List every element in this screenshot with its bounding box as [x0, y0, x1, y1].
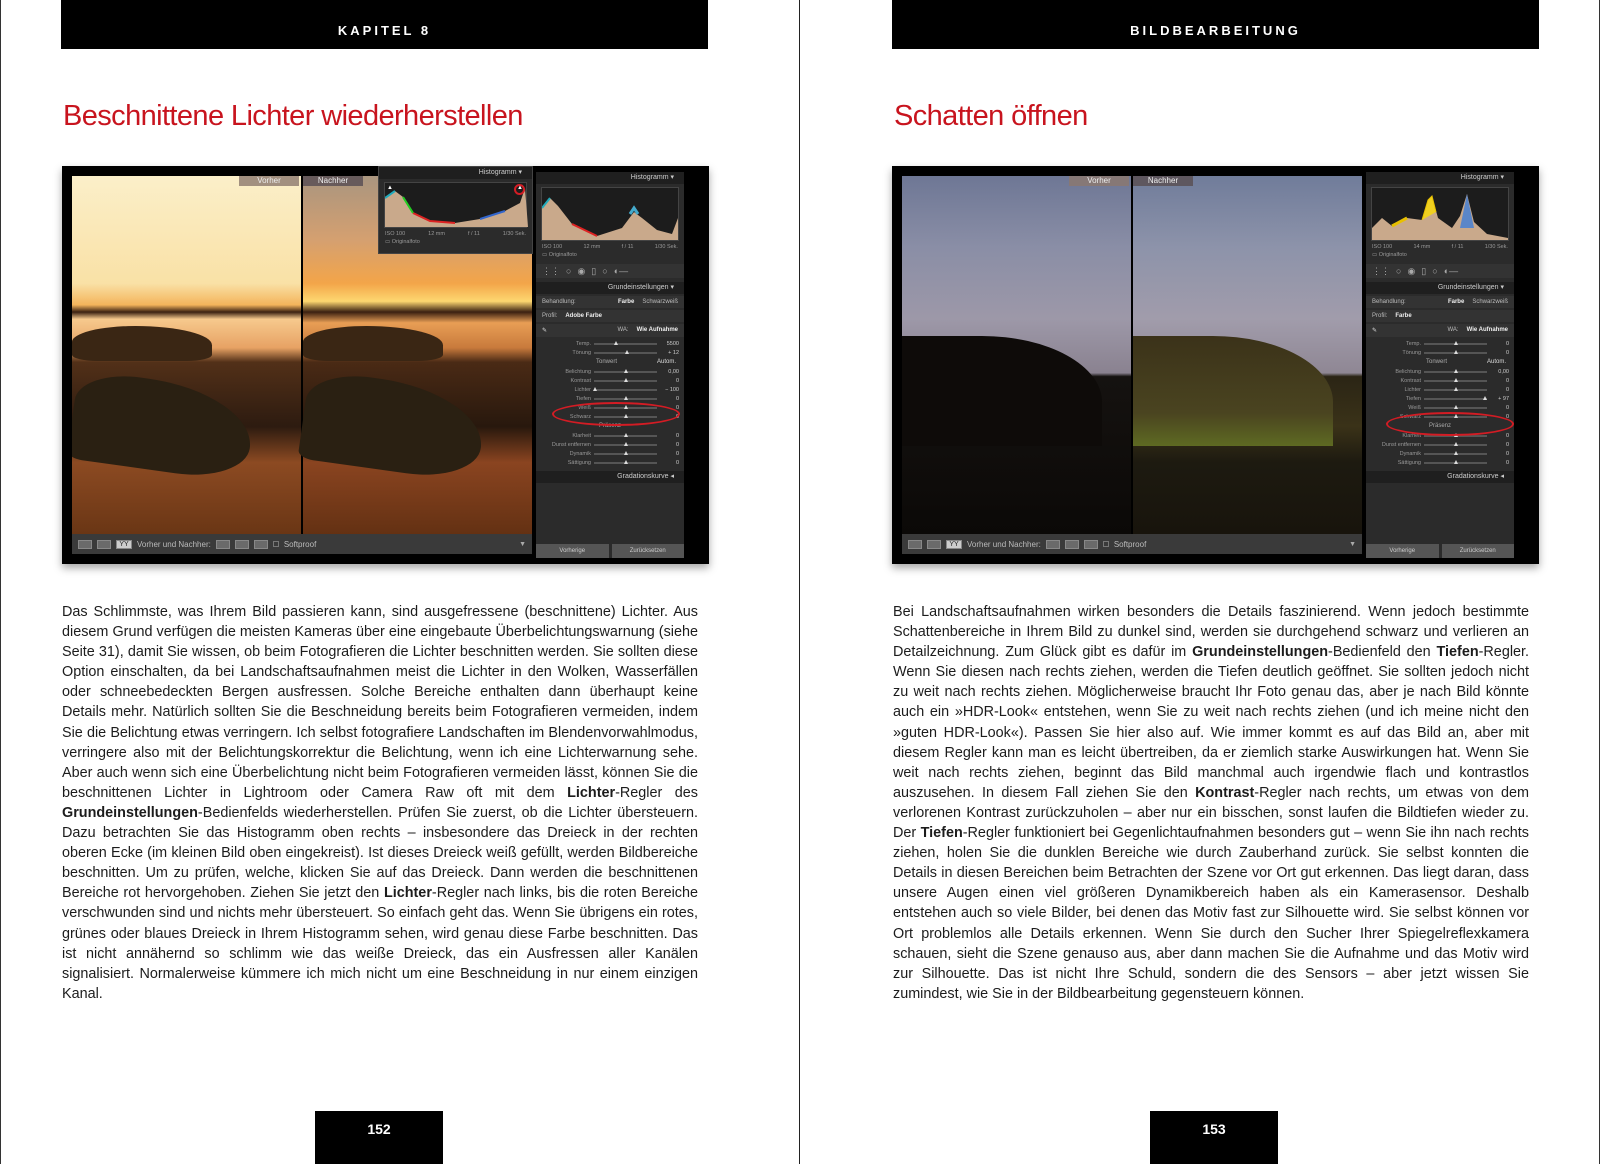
wb-sliders	[536, 339, 684, 357]
slider-value[interactable]: + 12	[668, 349, 679, 356]
original-photo-toggle[interactable]: ▭ Originalfoto	[1372, 252, 1407, 258]
profile-dropdown[interactable]: Farbe	[1395, 313, 1412, 319]
slider-thumb[interactable]	[624, 451, 628, 455]
text-run: -Bedienfeld den	[1328, 644, 1437, 661]
slider-thumb[interactable]	[625, 350, 629, 354]
slider-track[interactable]	[1424, 462, 1487, 464]
slider-thumb[interactable]	[1454, 442, 1458, 446]
presence-label: Präsenz	[598, 423, 621, 429]
slider-thumb[interactable]	[1454, 369, 1458, 373]
panel-buttons	[1366, 544, 1514, 558]
slider-value[interactable]: 0	[675, 432, 679, 439]
slider-thumb[interactable]	[624, 396, 628, 400]
radial-filter-icon[interactable]: ○	[602, 266, 608, 276]
slider-value[interactable]: 0	[1505, 377, 1509, 384]
slider-value[interactable]: 0	[675, 459, 679, 466]
text-run: -Regler nach links, bis die roten Bereiche verschwunden sind und nichts mehr übersteuert. So einfach geht das. Wenn Sie übrigens ein rotes, grünes oder blaues Dreieck in Ihrem Histogramm sehen, wird genau diese Farbe beschnitten. Das ist nicht annähernd so schlimm wie das weiße Dreieck, das ein Ausfressen aller Kanälen signalisiert. Normalerweise kümmere ich mich nicht um eine Beschneidung in nur einem einzigen Kanal.	[62, 885, 698, 1002]
slider-row	[536, 385, 684, 394]
popup-histogram-title: Histogramm ▾	[379, 167, 532, 179]
softproof-checkbox[interactable]	[1103, 541, 1109, 547]
shutter-speed: 1/30 Sek.	[654, 244, 678, 250]
slider-row	[1366, 440, 1514, 449]
adjustment-brush-icon[interactable]: ◐—	[1443, 266, 1459, 276]
cliff-shape	[1133, 336, 1333, 446]
slider-thumb[interactable]	[624, 442, 628, 446]
tool-strip	[536, 264, 684, 278]
slider-label: Weiß	[578, 404, 591, 411]
slider-value[interactable]: 0	[1505, 340, 1509, 347]
swap-button[interactable]	[254, 540, 268, 549]
slider-thumb[interactable]	[1454, 378, 1458, 382]
copy-after-to-before-button[interactable]	[235, 540, 249, 549]
focal-length: 14 mm	[1413, 244, 1431, 250]
slider-label: Klarheit	[572, 432, 591, 439]
slider-value[interactable]: − 100	[665, 386, 679, 393]
slider-track[interactable]	[594, 352, 657, 354]
tool-strip	[1366, 264, 1514, 278]
slider-track[interactable]	[1424, 343, 1487, 345]
bottom-toolbar	[72, 534, 532, 554]
compare-view-button[interactable]	[97, 540, 111, 549]
text-run: -Regler funktioniert bei Gegenlichtaufnahmen besonders gut – wenn Sie ihn nach rechts ziehen, holen Sie die dunklen Bereiche wie durch Zauberhand zurück. Sie selbst konnten die Details in diesen Bereichen beim Betrachten der Szene vor Ort gut erkennen. Das liegt daran, dass unsere Augen einen viel größeren Dynamikbereich haben als ein Kamerasensor. Deshalb entstehen auch so viele Bilder, bei denen das Motiv fast zur Silhouette wird. Sie selbst können vor Ort problemlos alle Details erkennen. Wenn Sie durch den Sucher Ihrer Spiegelreflexkamera schauen, sieht die Szene genauso aus, aber dann machen Sie die Aufnahme und das Motiv wird zur Silhouette. Das ist nicht Ihre Schuld, sondern die des Sensors – aber jetzt wissen Sie zumindest, wie Sie in der Bildbearbeitung gegensteuern können.	[893, 825, 1529, 1002]
radial-filter-icon[interactable]: ○	[1432, 266, 1438, 276]
softproof-label: Softproof	[283, 539, 317, 549]
rock-shape	[303, 326, 443, 361]
slider-row	[536, 458, 684, 467]
slider-track[interactable]	[1424, 352, 1487, 354]
profile-row	[1366, 310, 1514, 322]
slider-value[interactable]: 0	[1505, 459, 1509, 466]
body-text	[893, 602, 1529, 1004]
slider-value[interactable]: 0	[675, 395, 679, 402]
profile-dropdown[interactable]: Adobe Farbe	[565, 313, 603, 319]
body-text	[62, 602, 698, 1004]
loupe-view-button[interactable]	[78, 540, 92, 549]
slider-track[interactable]	[1424, 389, 1487, 391]
toolbar-menu-chevron-icon[interactable]: ▼	[519, 540, 526, 548]
compare-label: Vorher und Nachher:	[967, 539, 1041, 549]
slider-label: Dynamik	[569, 450, 591, 457]
slider-row	[1366, 339, 1514, 348]
slider-value[interactable]: 5500	[666, 340, 679, 347]
slider-thumb[interactable]	[624, 378, 628, 382]
slider-label: Schwarz	[569, 413, 591, 420]
profile-label: Profil:	[542, 313, 558, 319]
slider-thumb[interactable]	[1454, 460, 1458, 464]
photo-before	[72, 176, 301, 534]
tone-curve-header[interactable]: Gradationskurve ◂	[536, 471, 684, 483]
crop-tool-icon[interactable]: ⋮⋮	[1372, 265, 1390, 276]
softproof-label: Softproof	[1113, 539, 1147, 549]
bold-term: Grundeinstellungen	[1192, 644, 1329, 661]
chapter-header: BILDBEARBEITUNG	[892, 0, 1539, 49]
slider-label: Belichtung	[565, 368, 591, 375]
histogram-panel-header[interactable]: Histogramm ▾	[536, 172, 684, 184]
slider-track[interactable]	[594, 380, 657, 382]
slider-row	[536, 367, 684, 376]
rock-shape	[298, 369, 489, 483]
slider-row	[1366, 348, 1514, 357]
slider-track[interactable]	[594, 371, 657, 373]
previous-button[interactable]: Vorherige	[536, 544, 609, 558]
wb-sliders	[1366, 339, 1514, 357]
slider-track[interactable]	[594, 435, 657, 437]
develop-panel	[1366, 172, 1514, 558]
popup-histogram	[378, 166, 533, 254]
white-balance-row	[1366, 324, 1514, 337]
shadow-clipping-triangle-icon[interactable]: ▲	[387, 185, 393, 191]
section-title: Beschnittene Lichter wiederherstellen	[63, 100, 523, 132]
slider-thumb[interactable]	[624, 369, 628, 373]
slider-label: Schwarz	[1399, 413, 1421, 420]
slider-label: Dynamik	[1399, 450, 1421, 457]
develop-panel	[536, 172, 684, 558]
highlight-clipping-triangle-icon[interactable]: ▲	[517, 185, 523, 191]
graduated-filter-icon[interactable]: ▯	[1421, 265, 1427, 276]
before-after-view-button[interactable]: YY	[116, 540, 132, 549]
copy-before-to-after-button[interactable]	[1046, 540, 1060, 549]
text-run: -Regler. Wenn Sie diesen nach rechts ziehen, werden die Tiefen deutlich geöffnet. Sie sollten jedoch nicht zu weit nach rechts ziehen. Möglicherweise braucht Ihr Foto genau das, aber je nach Bild könnte auch ein »HDR-Look« entstehen, wenn Sie zu weit nach rechts ziehen (und ich meine nicht den »guten HDR-Look«). Passen Sie hier also auf. Wie immer kommt es auf das Bild an, aber mit diesem Regler kann man es leicht übertreiben, da er ziemlich starke Auswirkungen hat. Wenn Sie weit nach rechts ziehen, beginnt das Bild manchmal auch irgendwie flach und kontrastlos auszusehen. In diesem Fall ziehen Sie den	[893, 644, 1530, 801]
slider-label: Lichter	[1404, 386, 1421, 393]
softproof-checkbox[interactable]	[273, 541, 279, 547]
panel-buttons	[536, 544, 684, 558]
tone-header	[1366, 357, 1514, 367]
page-number: 153	[1150, 1111, 1278, 1164]
slider-row	[1366, 367, 1514, 376]
lightroom-screenshot	[62, 166, 709, 564]
presence-sliders	[536, 431, 684, 467]
slider-row	[536, 348, 684, 357]
slider-value[interactable]: 0	[1505, 450, 1509, 457]
page-number: 152	[315, 1111, 443, 1164]
slider-value[interactable]: 0	[675, 450, 679, 457]
reset-button[interactable]: Zurücksetzen	[612, 544, 685, 558]
histogram-panel-header[interactable]: Histogramm ▾	[1366, 172, 1514, 184]
popup-histogram-graph	[384, 182, 527, 228]
slider-value[interactable]: 0	[1505, 404, 1509, 411]
photo-after	[1133, 176, 1362, 534]
slider-label: Klarheit	[1402, 432, 1421, 439]
treatment-row	[536, 296, 684, 308]
slider-thumb[interactable]	[1454, 387, 1458, 391]
slider-value[interactable]: 0	[1505, 432, 1509, 439]
profile-label: Profil:	[1372, 313, 1388, 319]
slider-track[interactable]	[594, 389, 657, 391]
text-run: Bei Landschaftsaufnahmen wirken besonders die Details faszinierend. Wenn jedoch bestimmte Schattenbereiche in Ihrem Bild zu dunkel sind, werden sie durchgehend schwarz und verlieren an Detailzeichnung. Zum Glück gibt es dafür im	[893, 604, 1529, 661]
photo-compare-area	[902, 176, 1362, 534]
bold-term: Grundeinstellungen	[62, 804, 198, 821]
after-label: Nachher	[303, 176, 363, 186]
bold-term: Lichter	[567, 784, 616, 801]
slider-label: Tönung	[572, 349, 591, 356]
aperture: f / 11	[1451, 244, 1464, 250]
slider-value[interactable]: 0	[675, 377, 679, 384]
slider-track[interactable]	[1424, 453, 1487, 455]
shutter-speed: 1/30 Sek.	[502, 231, 526, 237]
slider-value[interactable]: 0	[675, 404, 679, 411]
slider-row	[1366, 394, 1514, 403]
slider-track[interactable]	[1424, 380, 1487, 382]
original-photo-toggle[interactable]: ▭ Originalfoto	[385, 239, 420, 245]
wb-label: WA:	[1447, 327, 1459, 333]
copy-before-to-after-button[interactable]	[216, 540, 230, 549]
spot-removal-icon[interactable]: ○	[566, 266, 572, 276]
graduated-filter-icon[interactable]: ▯	[591, 265, 597, 276]
photo-before	[902, 176, 1131, 534]
slider-row	[1366, 385, 1514, 394]
slider-row	[536, 440, 684, 449]
text-run: -Regler des	[615, 784, 698, 801]
bottom-toolbar	[902, 534, 1362, 554]
tone-header	[536, 357, 684, 367]
slider-value[interactable]: 0	[1505, 349, 1509, 356]
slider-value[interactable]: 0	[675, 441, 679, 448]
presence-label: Präsenz	[1428, 423, 1451, 429]
slider-label: Kontrast	[1400, 377, 1421, 384]
slider-track[interactable]	[1424, 407, 1487, 409]
histogram-graph	[1372, 188, 1508, 240]
treatment-color-button[interactable]: Farbe	[1447, 299, 1465, 305]
aperture: f / 11	[467, 231, 480, 237]
slider-value[interactable]: 0	[1505, 386, 1509, 393]
slider-label: Temp.	[1406, 340, 1421, 347]
profile-row	[536, 310, 684, 322]
swap-button[interactable]	[1084, 540, 1098, 549]
slider-row	[536, 339, 684, 348]
crop-tool-icon[interactable]: ⋮⋮	[542, 265, 560, 276]
slider-label: Tiefen	[575, 395, 591, 402]
tone-label: Tonwert	[596, 359, 618, 365]
wb-dropdown[interactable]: Wie Aufnahme	[636, 327, 678, 333]
white-balance-row	[536, 324, 684, 337]
slider-row	[536, 449, 684, 458]
slider-track[interactable]	[1424, 444, 1487, 446]
slider-thumb[interactable]	[624, 433, 628, 437]
red-eye-icon[interactable]: ◉	[577, 265, 586, 276]
slider-track[interactable]	[594, 398, 657, 400]
previous-button[interactable]: Vorherige	[1366, 544, 1439, 558]
slider-track[interactable]	[594, 343, 657, 345]
slider-value[interactable]: 0	[1505, 441, 1509, 448]
auto-tone-button[interactable]: Autom.	[1486, 359, 1506, 365]
treatment-color-button[interactable]: Farbe	[617, 299, 635, 305]
auto-tone-button[interactable]: Autom.	[656, 359, 676, 365]
histogram-graph	[542, 188, 678, 240]
copy-after-to-before-button[interactable]	[1065, 540, 1079, 549]
slider-value[interactable]: 0,00	[1498, 368, 1509, 375]
slider-row	[536, 431, 684, 440]
wb-dropdown[interactable]: Wie Aufnahme	[1466, 327, 1508, 333]
treatment-label: Behandlung:	[542, 299, 576, 305]
text-run: -Regler nach rechts, um etwas von dem verlorenen Kontrast zurückzuholen – aber nur ein bisschen, sonst laufen die Bildtiefen wieder zu. Der	[893, 784, 1529, 842]
slider-value[interactable]: 0	[675, 413, 679, 420]
shadows-slider-highlight	[1386, 412, 1514, 436]
basic-panel-header[interactable]: Grundeinstellungen ▾	[536, 282, 684, 294]
cliff-silhouette	[902, 336, 1102, 446]
slider-label: Temp.	[576, 340, 591, 347]
slider-track[interactable]	[594, 462, 657, 464]
iso-value: ISO 100	[1372, 244, 1393, 250]
slider-row	[536, 376, 684, 385]
text-run: Das Schlimmste, was Ihrem Bild passieren kann, sind ausgefressene (beschnittene) Lichter. Aus diesem Grund verfügen die meisten Kameras über eine eingebaute Überbelichtungswarnung (siehe Seite 31), damit Sie wissen, ob beim Fotografieren die Lichter beschnitten werden. Sie sollten diese Option einschalten, da bei Landschaftsaufnahmen meist die Lichter in den Wolken, Wasserfällen oder schneebedeckten Bergen ausfressen. Solche Bereiche enthalten dann überhaupt keine Details mehr. Natürlich sollten Sie die Beschneidung bereits beim Fotografieren vermeiden, indem Sie die Belichtung etwas verringern. Ich selbst fotografiere Landschaften im Blendenvorwahlmodus, verringere also mit der Belichtungskorrektur die Belichtung, wenn ich eine Lichterwarnung sehe. Aber auch wenn sich eine Überbelichtung nicht beim Fotografieren vermeiden lässt, können Sie die beschnittenen Lichter in Lightroom oder Camera Raw oft mit dem	[62, 604, 698, 801]
iso-value: ISO 100	[542, 244, 563, 250]
slider-thumb[interactable]	[1483, 396, 1487, 400]
histogram-graph	[385, 183, 528, 227]
highlights-slider-highlight	[552, 402, 680, 426]
treatment-bw-button[interactable]: Schwarzweiß	[1472, 299, 1508, 305]
presence-sliders	[1366, 431, 1514, 467]
treatment-bw-button[interactable]: Schwarzweiß	[642, 299, 678, 305]
toolbar-menu-chevron-icon[interactable]: ▼	[1349, 540, 1356, 548]
right-page	[800, 0, 1600, 1164]
tone-curve-header[interactable]: Gradationskurve ◂	[1366, 471, 1514, 483]
slider-thumb[interactable]	[1454, 451, 1458, 455]
adjustment-brush-icon[interactable]: ◐—	[613, 266, 629, 276]
after-label: Nachher	[1133, 176, 1193, 186]
spot-removal-icon[interactable]: ○	[1396, 266, 1402, 276]
aperture: f / 11	[621, 244, 634, 250]
before-label: Vorher	[239, 176, 299, 186]
slider-label: Belichtung	[1395, 368, 1421, 375]
bold-term: Tiefen	[920, 825, 963, 842]
rock-shape	[72, 326, 212, 361]
slider-label: Dunst entfernen	[1381, 441, 1421, 448]
slider-label: Sättigung	[567, 459, 591, 466]
slider-track[interactable]	[1424, 398, 1487, 400]
bold-term: Kontrast	[1195, 784, 1255, 801]
focal-length: 12 mm	[583, 244, 601, 250]
slider-track[interactable]	[1424, 371, 1487, 373]
slider-thumb[interactable]	[593, 387, 597, 391]
slider-thumb[interactable]	[1454, 341, 1458, 345]
wb-label: WA:	[617, 327, 629, 333]
slider-thumb[interactable]	[1454, 405, 1458, 409]
text-run: -Bedienfelds wiederherstellen. Prüfen Sie zuerst, ob die Lichter übersteuern. Dazu betrachten Sie das Histogramm oben rechts – insbesondere das Dreieck in der rechten oberen Ecke (im kleinen Bild oben eingekreist). Ist dieses Dreieck weiß gefüllt, werden Bildbereiche beschnitten. Um zu prüfen, welche, klicken Sie auf das Dreieck. Dann werden die beschnittenen Bereiche rot hervorgehoben. Ziehen Sie jetzt den	[62, 804, 698, 902]
rock-shape	[72, 369, 257, 483]
treatment-label: Behandlung:	[1372, 299, 1406, 305]
iso-value: ISO 100	[385, 231, 406, 237]
slider-label: Dunst entfernen	[551, 441, 591, 448]
slider-label: Sättigung	[1397, 459, 1421, 466]
focal-length: 12 mm	[428, 231, 445, 237]
slider-label: Kontrast	[570, 377, 591, 384]
slider-value[interactable]: + 97	[1498, 395, 1509, 402]
slider-label: Tönung	[1402, 349, 1421, 356]
compare-label: Vorher und Nachher:	[137, 539, 211, 549]
slider-row	[1366, 449, 1514, 458]
chapter-header: KAPITEL 8	[61, 0, 708, 49]
slider-value[interactable]: 0	[1505, 413, 1509, 420]
slider-track[interactable]	[594, 453, 657, 455]
slider-thumb[interactable]	[614, 341, 618, 345]
section-title: Schatten öffnen	[894, 100, 1088, 132]
slider-row	[1366, 403, 1514, 412]
treatment-row	[1366, 296, 1514, 308]
slider-track[interactable]	[594, 444, 657, 446]
basic-panel-header[interactable]: Grundeinstellungen ▾	[1366, 282, 1514, 294]
original-photo-toggle[interactable]: ▭ Originalfoto	[542, 252, 577, 258]
shutter-speed: 1/30 Sek.	[1484, 244, 1508, 250]
lightroom-screenshot	[892, 166, 1539, 564]
bold-term: Tiefen	[1436, 644, 1479, 661]
red-eye-icon[interactable]: ◉	[1407, 265, 1416, 276]
histogram	[541, 187, 679, 241]
reset-button[interactable]: Zurücksetzen	[1442, 544, 1515, 558]
before-after-view-button[interactable]: YY	[946, 540, 962, 549]
slider-label: Lichter	[574, 386, 591, 393]
tone-label: Tonwert	[1426, 359, 1448, 365]
slider-thumb[interactable]	[1454, 350, 1458, 354]
histogram	[1371, 187, 1509, 241]
bold-term: Lichter	[383, 885, 432, 902]
slider-value[interactable]: 0,00	[668, 368, 679, 375]
eyedropper-icon[interactable]: ✎	[542, 328, 548, 334]
slider-thumb[interactable]	[624, 460, 628, 464]
eyedropper-icon[interactable]: ✎	[1372, 328, 1378, 334]
loupe-view-button[interactable]	[908, 540, 922, 549]
slider-label: Tiefen	[1405, 395, 1421, 402]
compare-view-button[interactable]	[927, 540, 941, 549]
slider-row	[1366, 376, 1514, 385]
before-label: Vorher	[1069, 176, 1129, 186]
slider-row	[1366, 458, 1514, 467]
slider-label: Weiß	[1408, 404, 1421, 411]
